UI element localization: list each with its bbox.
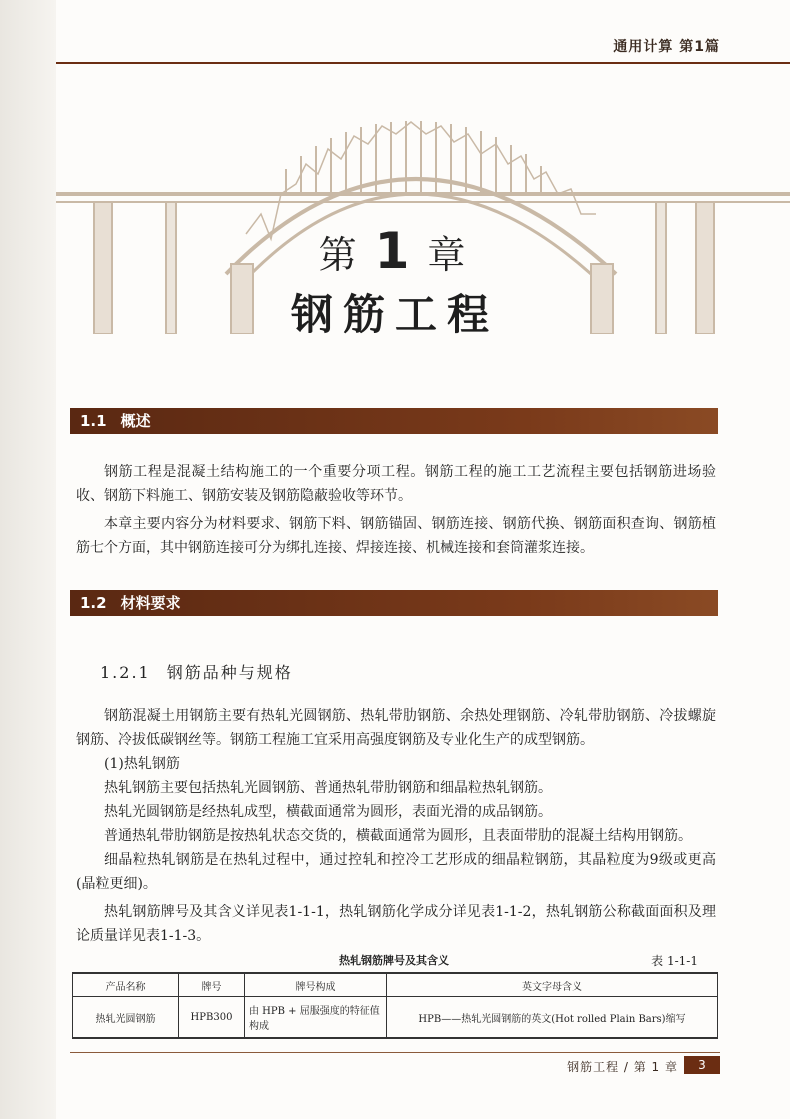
table-row <box>73 997 718 1039</box>
page-number: 3 <box>684 1056 720 1074</box>
section-title: 概述 <box>120 412 151 430</box>
paragraph: 本章主要内容分为材料要求、钢筋下料、钢筋锚固、钢筋连接、钢筋代换、钢筋面积查询、钢筋植筋七个方面，其中钢筋连接可分为绑扎连接、焊接连接、机械连接和套筒灌浆连接。 <box>76 516 716 556</box>
paragraph: 热轧钢筋牌号及其含义详见表1-1-1，热轧钢筋化学成分详见表1-1-2，热轧钢筋公称截面面积及理论质量详见表1-1-3。 <box>76 904 716 944</box>
table-title: 热轧钢筋牌号及其含义 <box>339 954 449 967</box>
section-heading-1-1 <box>70 408 718 434</box>
paragraph: 普通热轧带肋钢筋是按热轧状态交货的，横截面通常为圆形，且表面带肋的混凝土结构用钢筋。 <box>104 828 692 844</box>
section-title: 材料要求 <box>120 594 181 612</box>
table-header-cell: 牌号构成 <box>245 973 387 997</box>
chapter-suffix: 章 <box>427 233 472 277</box>
running-header: 通用计算 第1篇 <box>613 39 720 55</box>
table-number: 表 1-1-1 <box>651 954 698 968</box>
paragraph: 细晶粒热轧钢筋是在热轧过程中，通过控轧和控冷工艺形成的细晶粒钢筋，其晶粒度为9级或更高(晶粒更细)。 <box>76 852 716 892</box>
paragraph: 钢筋混凝土用钢筋主要有热轧光圆钢筋、热轧带肋钢筋、余热处理钢筋、冷轧带肋钢筋、冷拔螺旋钢筋、冷拔低碳钢丝等。钢筋工程施工宜采用高强度钢筋及专业化生产的成型钢筋。 <box>76 708 716 748</box>
table-header-cell: 英文字母含义 <box>387 973 718 997</box>
subsection-title: 钢筋品种与规格 <box>166 663 293 682</box>
chapter-number: 1 <box>374 222 416 280</box>
running-footer: 钢筋工程 / 第 1 章 <box>567 1060 678 1074</box>
chapter-title: 钢筋工程 <box>290 290 499 339</box>
section-heading-1-2 <box>70 590 718 616</box>
section-number: 1.2 <box>80 594 107 612</box>
paragraph: 钢筋工程是混凝土结构施工的一个重要分项工程。钢筋工程的施工工艺流程主要包括钢筋进场验收、钢筋下料施工、钢筋安装及钢筋隐蔽验收等环节。 <box>76 464 716 504</box>
table-cell: 热轧光圆钢筋 <box>73 997 179 1039</box>
table-cell: 由 HPB + 屈服强度的特征值构成 <box>245 997 387 1039</box>
subsection-heading <box>100 660 293 683</box>
paragraph: 热轧钢筋主要包括热轧光圆钢筋、普通热轧带肋钢筋和细晶粒热轧钢筋。 <box>104 780 552 796</box>
table-cell: HPB——热轧光圆钢筋的英文(Hot rolled Plain Bars)缩写 <box>387 997 718 1039</box>
table-caption <box>70 952 718 970</box>
table-cell: HPB300 <box>179 997 245 1039</box>
chapter-prefix: 第 <box>318 233 363 277</box>
table-header-cell: 牌号 <box>179 973 245 997</box>
footer-rule <box>70 1052 720 1053</box>
section-number: 1.1 <box>80 412 107 430</box>
page-edge-shadow <box>0 0 56 1119</box>
item-heading: (1)热轧钢筋 <box>104 756 180 772</box>
paragraph: 热轧光圆钢筋是经热轧成型，横截面通常为圆形，表面光滑的成品钢筋。 <box>104 804 552 820</box>
table-header-row <box>73 973 718 997</box>
rebar-grade-table <box>72 972 718 1039</box>
table-header-cell: 产品名称 <box>73 973 179 997</box>
subsection-number: 1.2.1 <box>100 663 151 682</box>
chapter-number-heading <box>0 222 790 280</box>
